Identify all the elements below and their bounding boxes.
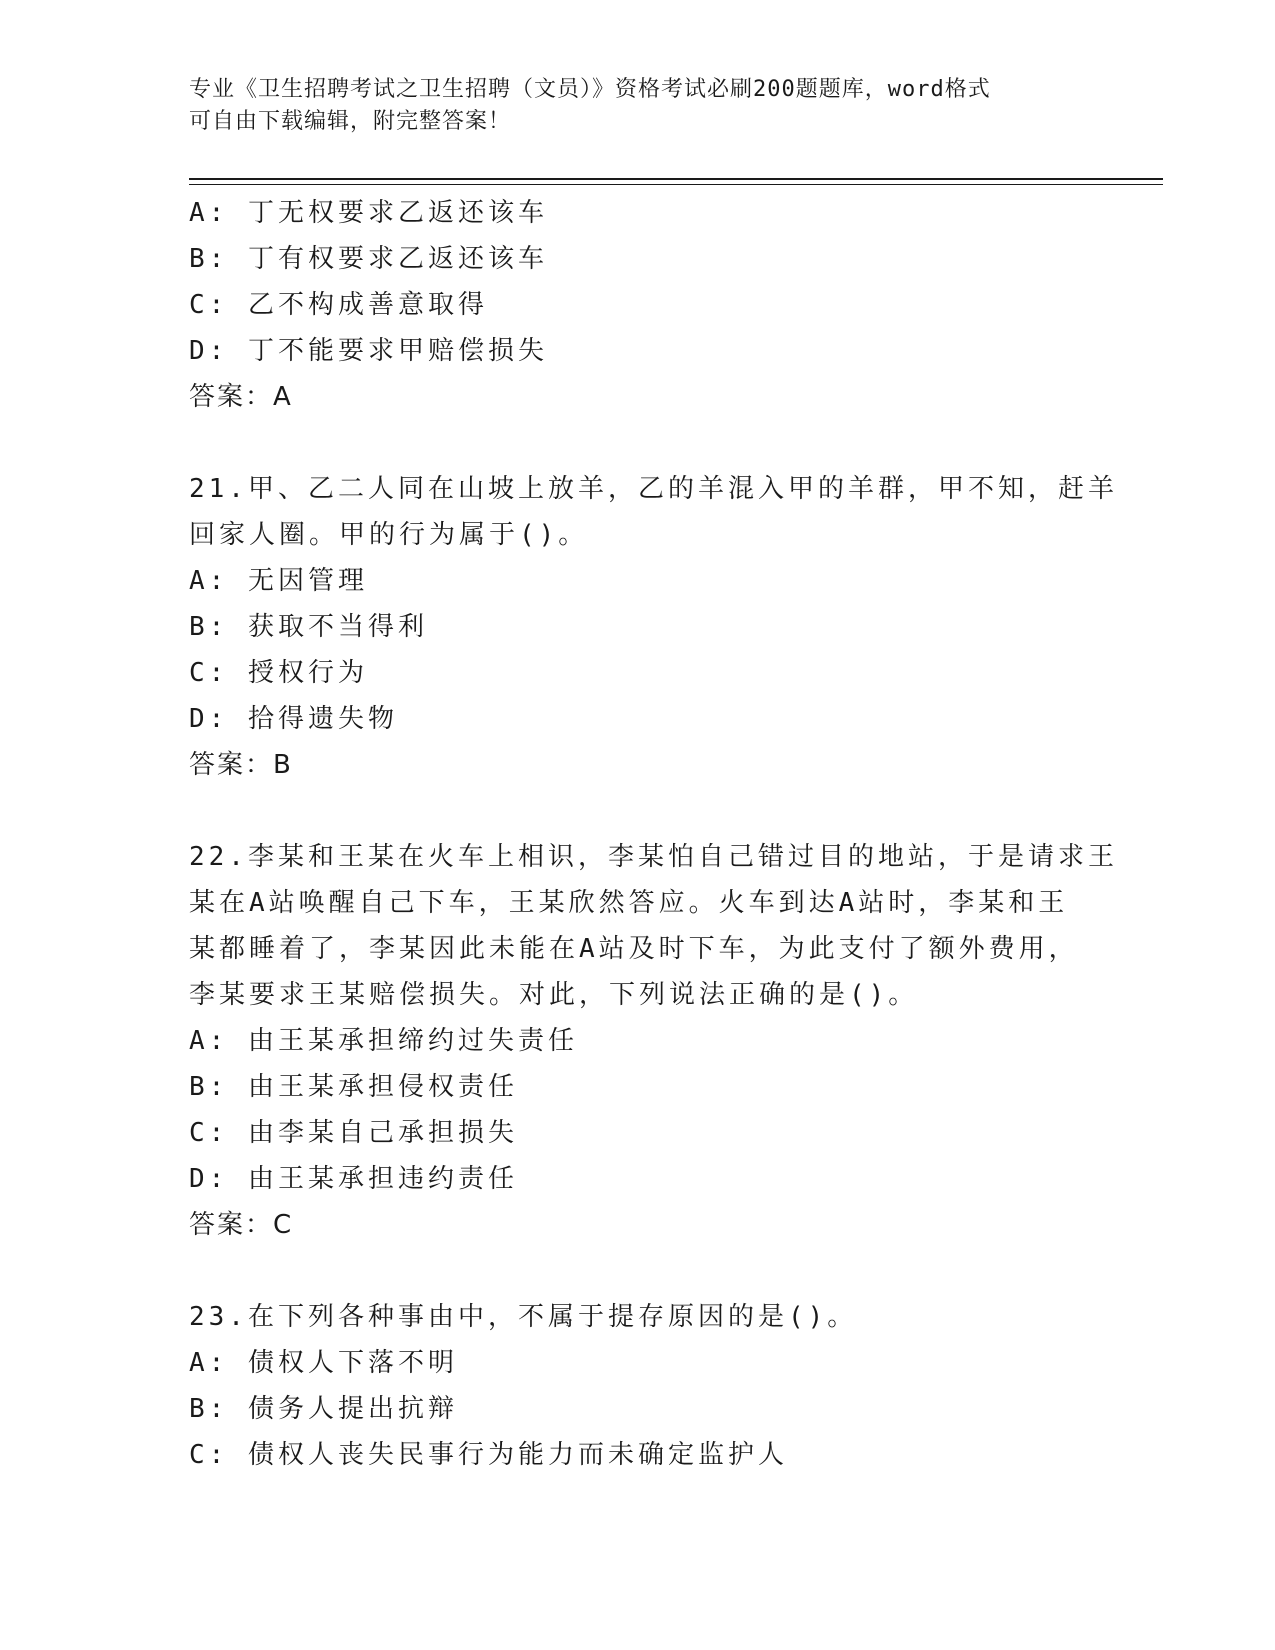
question-stem-line: 李某要求王某赔偿损失。对此，下列说法正确的是()。 bbox=[189, 980, 919, 1010]
question-stem-line: 回家人圈。甲的行为属于()。 bbox=[189, 520, 589, 550]
option-a: A: 丁无权要求乙返还该车 bbox=[189, 198, 548, 228]
option-c: C: 乙不构成善意取得 bbox=[189, 290, 488, 320]
question-stem-line: 21.甲、乙二人同在山坡上放羊，乙的羊混入甲的羊群，甲不知，赶羊 bbox=[189, 474, 1118, 504]
question-stem-line: 23.在下列各种事由中，不属于提存原因的是()。 bbox=[189, 1302, 858, 1332]
spacer bbox=[189, 788, 1089, 834]
question-stem-line: 某都睡着了，李某因此未能在A站及时下车，为此支付了额外费用， bbox=[189, 934, 1079, 964]
header-divider-thick bbox=[189, 178, 1163, 180]
document-header bbox=[189, 74, 1089, 138]
question-22 bbox=[189, 834, 1118, 1248]
answer-line: 答案：A bbox=[189, 382, 293, 412]
option-b: B: 债务人提出抗辩 bbox=[189, 1394, 458, 1424]
question-stem-line: 某在A站唤醒自己下车，王某欣然答应。火车到达A站时，李某和王 bbox=[189, 888, 1069, 918]
spacer bbox=[189, 1248, 1089, 1294]
question-21 bbox=[189, 466, 1118, 788]
header-divider-thin bbox=[189, 184, 1163, 185]
header-line-2: 可自由下载编辑，附完整答案！ bbox=[189, 109, 512, 134]
option-d: D: 丁不能要求甲赔偿损失 bbox=[189, 336, 548, 366]
option-a: A: 无因管理 bbox=[189, 566, 368, 596]
question-stem-line: 22.李某和王某在火车上相识，李某怕自己错过目的地站，于是请求王 bbox=[189, 842, 1118, 872]
question-list bbox=[189, 190, 1118, 1478]
question-23 bbox=[189, 1294, 1089, 1478]
option-a: A: 债权人下落不明 bbox=[189, 1348, 458, 1378]
option-c: C: 债权人丧失民事行为能力而未确定监护人 bbox=[189, 1440, 788, 1470]
option-d: D: 由王某承担违约责任 bbox=[189, 1164, 518, 1194]
answer-line: 答案：B bbox=[189, 750, 293, 780]
spacer bbox=[189, 420, 1089, 466]
option-c: C: 由李某自己承担损失 bbox=[189, 1118, 518, 1148]
question-20 bbox=[189, 190, 1089, 420]
option-b: B: 获取不当得利 bbox=[189, 612, 428, 642]
option-b: B: 由王某承担侵权责任 bbox=[189, 1072, 518, 1102]
option-b: B: 丁有权要求乙返还该车 bbox=[189, 244, 548, 274]
option-a: A: 由王某承担缔约过失责任 bbox=[189, 1026, 578, 1056]
option-c: C: 授权行为 bbox=[189, 658, 368, 688]
option-d: D: 拾得遗失物 bbox=[189, 704, 398, 734]
answer-line: 答案：C bbox=[189, 1210, 294, 1240]
header-line-1: 专业《卫生招聘考试之卫生招聘（文员）》资格考试必刷200题题库，word格式 bbox=[189, 77, 991, 102]
